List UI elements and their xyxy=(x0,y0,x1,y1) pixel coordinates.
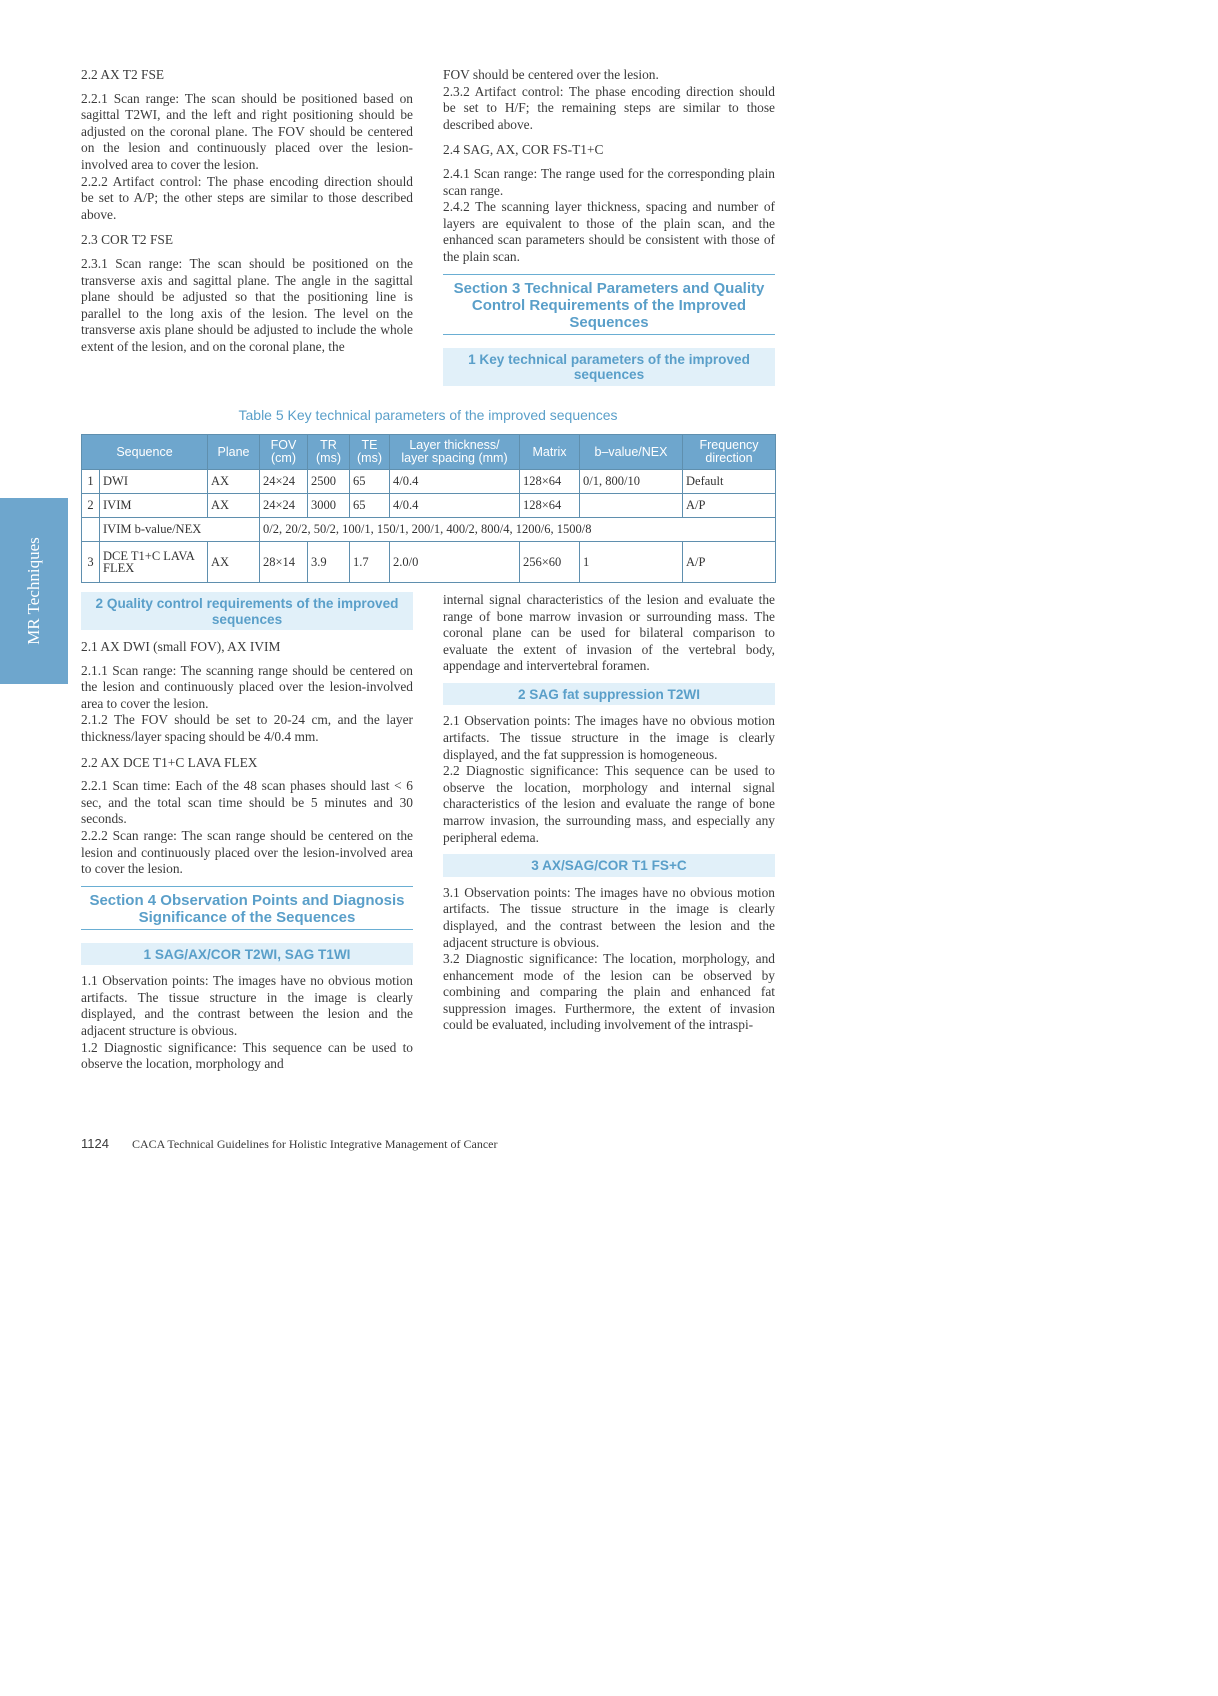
right-column-bottom xyxy=(443,592,775,1034)
section-side-tab xyxy=(0,498,68,684)
paragraph-2-1-1: 2.1.1 Scan range: The scanning range should be centered on the lesion and continuously placed over the lesion-involved area to cover the lesion. xyxy=(81,662,413,711)
paragraph-2-2-2-dce: 2.2.2 Scan range: The scan range should be centered on the lesion and continuously placed over the lesion-involved area to cover the lesion. xyxy=(81,827,413,877)
table-row: 2 IVIM AX 24×24 3000 65 4/0.4 128×64 A/P xyxy=(82,494,776,518)
paragraph-continued: FOV should be centered over the lesion. xyxy=(443,67,659,82)
paragraph-2-4-1: 2.4.1 Scan range: The range used for the corresponding plain scan range. xyxy=(443,165,775,198)
table-caption: Table 5 Key technical parameters of the improved sequences xyxy=(238,407,618,423)
paragraph-1-2: 1.2 Diagnostic significance: This sequence can be used to observe the location, morphology and xyxy=(81,1039,413,1072)
subsection-1-heading: 1 Key technical parameters of the improved sequences xyxy=(443,348,775,386)
header-te: TE (ms) xyxy=(350,435,390,470)
paragraph-2-4-2: 2.4.2 The scanning layer thickness, spacing and number of layers are equivalent to those of the plain scan, and the enhanced scan parameters should be consistent with those of the plain scan. xyxy=(443,199,775,264)
paragraph-3-2: 3.2 Diagnostic significance: The location, morphology, and enhancement mode of the lesion can be observed by combining and comparing the plain and enhanced fat suppression images. Furthermore, the extent of invasion could be evaluated, including involvement of the intraspi- xyxy=(443,951,775,1033)
header-fov: FOV (cm) xyxy=(260,435,308,470)
header-bvalue: b–value/NEX xyxy=(580,435,683,470)
paragraph-2-2-diag: 2.2 Diagnostic significance: This sequence can be used to observe the location, morphology and internal signal characteristics of the lesion and evaluate the range of bone marrow invasion, the surrounding mass, and especially any peripheral edema. xyxy=(443,763,775,845)
subsection-s4-2-heading: 2 SAG fat suppression T2WI xyxy=(443,683,775,706)
subsection-s4-3-heading: 3 AX/SAG/COR T1 FS+C xyxy=(443,854,775,877)
paragraph-2-1-2: 2.1.2 The FOV should be set to 20-24 cm, and the layer thickness/layer spacing should be 4/0.4 mm. xyxy=(81,712,413,744)
paragraph-2-3-1: 2.3.1 Scan range: The scan should be positioned on the transverse axis and sagittal plane. The angle in the sagittal plane should be adjusted so that the positioning line is parallel to the long axis of the lesion. The level on the transverse axis plane should be adjusted to include the whole extent of the lesion, and on the coronal plane, the xyxy=(81,255,413,354)
header-tr: TR (ms) xyxy=(308,435,350,470)
paragraph-3-1: 3.1 Observation points: The images have no obvious motion artifacts. The tissue structure in the image is clearly displayed, and the contrast between the lesion and the adjacent structure is obvious. xyxy=(443,884,775,950)
page-number: 1124 xyxy=(81,1136,109,1151)
table-header-row xyxy=(82,435,776,470)
subsection-2-heading: 2 Quality control requirements of the improved sequences xyxy=(81,592,413,630)
section-3-heading: Section 3 Technical Parameters and Quality Control Requirements of the Improved Sequences xyxy=(443,274,775,335)
section-4-heading: Section 4 Observation Points and Diagnosis Significance of the Sequences xyxy=(81,886,413,930)
paragraph-continued-2: internal signal characteristics of the lesion and evaluate the range of bone marrow invasion or surrounding mass. The coronal plane can be used for bilateral comparison to evaluate the extent of invasion of the vertebral body, appendage and intervertebral foramen. xyxy=(443,592,775,674)
header-matrix: Matrix xyxy=(520,435,580,470)
header-frequency: Frequency direction xyxy=(683,435,776,470)
table-row: 1 DWI AX 24×24 2500 65 4/0.4 128×64 0/1, 800/10 Default xyxy=(82,470,776,494)
paragraph-2-2-1: 2.2.1 Scan range: The scan should be positioned based on sagittal T2WI, and the left and right positioning should be adjusted on the coronal plane. The FOV should be centered on the lesion and continuously placed over the lesion-involved area to cover the lesion. xyxy=(81,90,413,172)
paragraph-2-2-2: 2.2.2 Artifact control: The phase encoding direction should be set to A/P; the other steps are similar to those described above. xyxy=(81,173,413,222)
heading-2-1: 2.1 AX DWI (small FOV), AX IVIM xyxy=(81,639,281,654)
journal-title: CACA Technical Guidelines for Holistic Integrative Management of Cancer xyxy=(131,1137,498,1151)
paragraph-2-1-obs: 2.1 Observation points: The images have no obvious motion artifacts. The tissue structure in the image is clearly displayed, and the fat suppression is homogeneous. xyxy=(443,713,775,762)
paragraph-2-3-2: 2.3.2 Artifact control: The phase encoding direction should be set to H/F; the remaining steps are similar to those described above. xyxy=(443,83,775,132)
left-column-top xyxy=(81,67,413,356)
page-footer xyxy=(81,1136,497,1152)
table-row: 3 DCE T1+C LAVA FLEX AX 28×14 3.9 1.7 2.0/0 256×60 1 A/P xyxy=(82,542,776,583)
subsection-s4-1-heading: 1 SAG/AX/COR T2WI, SAG T1WI xyxy=(81,943,413,966)
side-tab-label: MR Techniques xyxy=(24,537,43,645)
heading-2-2-dce: 2.2 AX DCE T1+C LAVA FLEX xyxy=(81,754,258,770)
parameters-table xyxy=(81,434,776,583)
header-layer: Layer thickness/ layer spacing (mm) xyxy=(390,435,520,470)
right-column-top xyxy=(443,67,775,394)
heading-2-4: 2.4 SAG, AX, COR FS-T1+C xyxy=(443,142,604,158)
table-row-ivim-bvalues: IVIM b-value/NEX 0/2, 20/2, 50/2, 100/1, 150/1, 200/1, 400/2, 800/4, 1200/6, 1500/8 xyxy=(82,518,776,542)
heading-2-2: 2.2 AX T2 FSE xyxy=(81,67,165,82)
header-sequence: Sequence xyxy=(82,435,208,470)
header-plane: Plane xyxy=(208,435,260,470)
heading-2-3: 2.3 COR T2 FSE xyxy=(81,232,174,248)
paragraph-1-1: 1.1 Observation points: The images have no obvious motion artifacts. The tissue structure in the image is clearly displayed, and the contrast between the lesion and the adjacent structure is obvious. xyxy=(81,973,413,1038)
paragraph-2-2-1-dce: 2.2.1 Scan time: Each of the 48 scan phases should last < 6 sec, and the total scan time should be 5 minutes and 30 seconds. xyxy=(81,778,413,827)
left-column-bottom xyxy=(81,592,413,1073)
